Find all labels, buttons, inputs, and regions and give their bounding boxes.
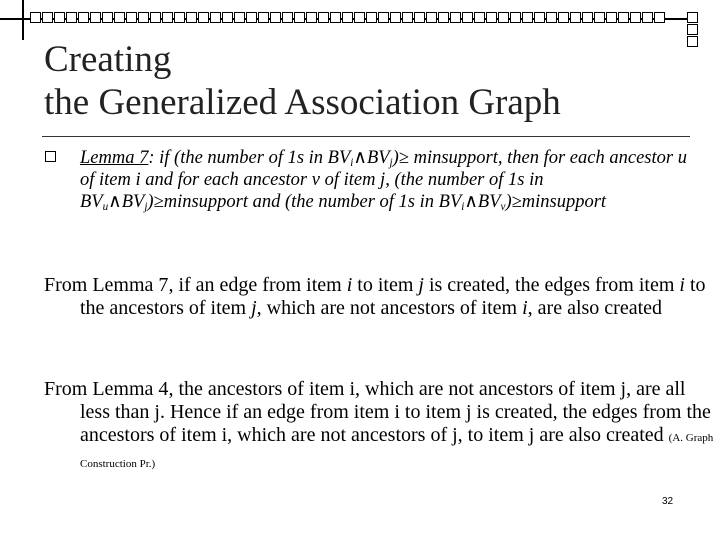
paragraph-lead: From Lemma 7 xyxy=(44,274,169,296)
paragraph-text: to the ancestors of item xyxy=(80,274,706,319)
decor-square xyxy=(102,12,113,23)
decor-square xyxy=(462,12,473,23)
lemma-text: )≥ minsupport, then for each ancestor u of item i and for each ancestor v of item j, (the number of 1s in BV xyxy=(80,148,687,212)
decor-square xyxy=(546,12,557,23)
decor-square xyxy=(318,12,329,23)
decor-square xyxy=(282,12,293,23)
item-var: i xyxy=(679,274,685,296)
and-operator: ∧ xyxy=(353,148,367,168)
decor-square xyxy=(486,12,497,23)
decor-square xyxy=(90,12,101,23)
lemma-text: : if (the number of 1s in BV xyxy=(148,148,351,168)
decor-square xyxy=(498,12,509,23)
decor-square xyxy=(618,12,629,23)
decor-vertical-line xyxy=(22,0,24,40)
lemma-subscript: u xyxy=(102,200,109,213)
decor-square xyxy=(450,12,461,23)
title-line-2: the Generalized Association Graph xyxy=(44,82,561,123)
and-operator: ∧ xyxy=(464,192,478,212)
decor-square xyxy=(510,12,521,23)
title-divider xyxy=(42,136,690,137)
paragraph-lemma-4 xyxy=(44,378,720,476)
decor-square xyxy=(174,12,185,23)
decor-square xyxy=(330,12,341,23)
paragraph-lemma-7 xyxy=(44,274,720,320)
decor-square xyxy=(558,12,569,23)
item-var: i xyxy=(522,297,528,319)
decor-square xyxy=(522,12,533,23)
paragraph-text: , the ancestors of item i, which are not ancestors of item j, are all less than j. Hence if an edge from item i to item j is created, the edges from the ancestors of item i, which are not ancestors of j, to item j are also created xyxy=(80,378,711,446)
item-var: i xyxy=(346,274,353,296)
decor-square xyxy=(474,12,485,23)
decor-square xyxy=(114,12,125,23)
lemma-subscript: v xyxy=(500,200,506,213)
decor-square xyxy=(342,12,353,23)
decor-square xyxy=(570,12,581,23)
decor-square xyxy=(246,12,257,23)
source-note: (A. Graph Construction Pr.) xyxy=(80,432,714,470)
decor-square xyxy=(270,12,281,23)
decor-square xyxy=(186,12,197,23)
item-var: j xyxy=(418,274,424,296)
decor-square xyxy=(66,12,77,23)
lemma-subscript: j xyxy=(144,200,148,213)
decor-square xyxy=(654,12,665,23)
square-bullet-icon xyxy=(45,151,56,162)
paragraph-text: is created, the edges from item xyxy=(423,274,680,296)
lemma-subscript: j xyxy=(389,156,393,169)
decor-square xyxy=(687,24,698,35)
lemma-text: BV xyxy=(366,148,390,168)
decor-square xyxy=(234,12,245,23)
decor-square-row xyxy=(30,12,665,23)
decor-square xyxy=(42,12,53,23)
decor-square xyxy=(210,12,221,23)
decor-square xyxy=(402,12,413,23)
decor-square xyxy=(438,12,449,23)
lemma-text: BV xyxy=(121,192,145,212)
decor-square xyxy=(78,12,89,23)
paragraph-text: , are also created xyxy=(527,297,663,319)
decor-square xyxy=(30,12,41,23)
paragraph-text: to item xyxy=(352,274,419,296)
paragraph-lead: From Lemma 4 xyxy=(44,378,169,400)
decor-square xyxy=(162,12,173,23)
decor-square xyxy=(354,12,365,23)
decor-square xyxy=(258,12,269,23)
decor-square xyxy=(150,12,161,23)
decor-square xyxy=(378,12,389,23)
decor-square xyxy=(582,12,593,23)
decor-square xyxy=(606,12,617,23)
decor-square xyxy=(222,12,233,23)
decor-square xyxy=(630,12,641,23)
lemma-subscript: i xyxy=(350,156,354,169)
decor-square xyxy=(687,36,698,47)
item-var: j xyxy=(251,297,257,319)
decor-square xyxy=(642,12,653,23)
title-line-1: Creating xyxy=(44,39,172,80)
slide-title xyxy=(44,38,561,124)
decor-square xyxy=(687,12,698,23)
and-operator: ∧ xyxy=(108,192,122,212)
lemma-subscript: i xyxy=(461,200,465,213)
decor-square xyxy=(306,12,317,23)
decor-square xyxy=(294,12,305,23)
decor-square xyxy=(126,12,137,23)
decor-square xyxy=(534,12,545,23)
lemma-text: )≥minsupport and (the number of 1s in BV xyxy=(147,192,462,212)
decor-square xyxy=(198,12,209,23)
lemma-text: )≥minsupport xyxy=(505,192,607,212)
decor-square-column xyxy=(687,12,698,47)
paragraph-text: , which are not ancestors of item xyxy=(256,297,523,319)
decor-square xyxy=(390,12,401,23)
lemma-7-statement xyxy=(80,147,690,213)
decor-square xyxy=(54,12,65,23)
paragraph-text: , if an edge from item xyxy=(168,274,347,296)
lemma-text: BV xyxy=(477,192,501,212)
lemma-label: Lemma 7 xyxy=(80,148,149,168)
decor-square xyxy=(414,12,425,23)
decor-square xyxy=(138,12,149,23)
page-number: 32 xyxy=(662,496,674,507)
decor-square xyxy=(594,12,605,23)
decor-square xyxy=(426,12,437,23)
decor-square xyxy=(366,12,377,23)
